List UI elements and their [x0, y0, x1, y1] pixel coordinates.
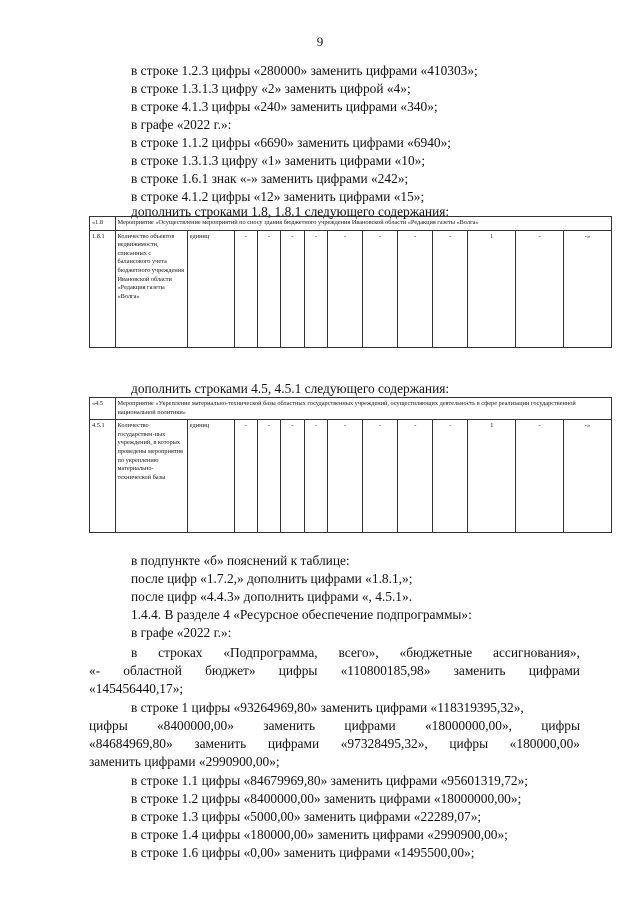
word: цифры — [278, 663, 318, 678]
value-cell: - — [516, 230, 564, 347]
word: цифры — [449, 736, 489, 751]
value-cell: - — [304, 420, 327, 533]
text-line: заменить цифрами «2990900,00»; — [89, 754, 280, 769]
word: заменить — [453, 663, 506, 678]
text-line: в строке 4.1.2 цифры «12» заменить цифрами «15»; — [131, 189, 425, 204]
value-cell: - — [433, 420, 468, 533]
text-line: в строке 1.3 цифры «5000,00» заменить цифрами «22289,07»; — [131, 809, 482, 824]
word: «180000,00» — [509, 736, 580, 751]
text-line: после цифр «4.4.3» дополнить цифрами «, 4.5.1». — [131, 589, 413, 604]
value-cell: - — [234, 420, 257, 533]
table-row — [90, 230, 612, 347]
text-line: дополнить строками 1.8, 1.8.1 следующего содержания: — [131, 204, 450, 219]
text-line: в подпункте «б» пояснений к таблице: — [131, 553, 350, 568]
word: цифрами — [344, 718, 396, 733]
value-cell: - — [257, 230, 280, 347]
text-line: в строке 1.3.1.3 цифру «1» заменить цифрами «10»; — [131, 153, 426, 168]
text-line: 1.4.4. В разделе 4 «Ресурсное обеспечение подпрограммы»: — [131, 607, 472, 622]
value-cell: - — [363, 420, 398, 533]
text-line: в строке 4.1.3 цифры «240» заменить цифрами «340»; — [131, 99, 438, 114]
value-cell: - — [363, 230, 398, 347]
word: заменить — [194, 736, 247, 751]
value-cell: - — [516, 420, 564, 533]
measure-title: Мероприятие «Осуществление мероприятий по сносу здания бюджетного учреждения Ивановской области «Редакция газеты «Волга» — [115, 217, 612, 231]
page-number: 9 — [316, 34, 324, 49]
word: цифры — [541, 718, 580, 733]
row-number: «1.8 — [90, 217, 116, 231]
word: цифры — [89, 718, 128, 733]
row-number: 1.8.1 — [90, 230, 116, 347]
word: «18000000,00», — [424, 718, 512, 733]
row-number: «4.5 — [90, 398, 116, 420]
word: «84684969,80» — [89, 736, 173, 751]
word: цифрами — [267, 736, 320, 751]
unit-cell: единиц — [187, 420, 234, 533]
word: «110800185,98» — [340, 663, 431, 678]
text-line: в строке 1.1.2 цифры «6690» заменить цифрами «6940»; — [131, 135, 451, 150]
table-row — [90, 398, 612, 420]
text-line: «145456440,17»; — [89, 681, 184, 696]
text-line: в графе «2022 г.»: — [131, 625, 232, 640]
value-cell: - — [304, 230, 327, 347]
text-line: в строке 1.2 цифры «8400000,00» заменить цифрами «18000000,00»; — [131, 791, 522, 806]
text-line: в строке 1.6 цифры «0,00» заменить цифрами «1495500,00»; — [131, 845, 475, 860]
value-cell: - — [281, 420, 304, 533]
word: ассигнования», — [493, 645, 580, 660]
text-line: дополнить строками 4.5, 4.5.1 следующего содержания: — [131, 381, 450, 396]
indicator-name: Количество объектов недвижимости, списанных с балансового учета бюджетного учреждения Ивановской области «Редакция газеты «Волга» — [115, 230, 187, 347]
word: «- — [89, 663, 101, 678]
value-cell: 1 — [468, 230, 516, 347]
word: заменить — [263, 718, 316, 733]
table-row — [90, 217, 612, 231]
value-cell: - — [281, 230, 304, 347]
value-cell: 1 — [468, 420, 516, 533]
unit-cell: единиц — [187, 230, 234, 347]
value-cell: - — [257, 420, 280, 533]
text-line: в строке 1 цифры «93264969,80» заменить цифрами «118319395,32», — [131, 700, 524, 715]
word: «Подпрограмма, — [223, 645, 318, 660]
value-cell: -» — [563, 230, 611, 347]
word: бюджет» — [205, 663, 256, 678]
indicator-name: Количество государствен-ных учреждений, в которых проведены мероприятия по укреплению материально-технической базы — [115, 420, 187, 533]
value-cell: - — [433, 230, 468, 347]
value-cell: -» — [564, 420, 612, 533]
value-cell: - — [328, 420, 363, 533]
word: цифрами — [528, 663, 580, 678]
word: всего», — [338, 645, 379, 660]
word: «97328495,32», — [340, 736, 428, 751]
word: строках — [158, 645, 203, 660]
value-cell: - — [398, 230, 433, 347]
table-row — [90, 420, 612, 533]
text-line: в графе «2022 г.»: — [131, 117, 232, 132]
text-line-justified — [89, 735, 580, 752]
value-cell: - — [328, 230, 363, 347]
text-line: в строке 1.2.3 цифры «280000» заменить цифрами «410303»; — [131, 63, 478, 78]
text-line: в строке 1.1 цифры «84679969,80» заменить цифрами «95601319,72»; — [131, 773, 528, 788]
text-line: в строке 1.4 цифры «180000,00» заменить цифрами «2990900,00»; — [131, 827, 508, 842]
text-line-justified — [131, 644, 580, 661]
table-rows-1-8 — [89, 216, 612, 348]
word: «бюджетные — [399, 645, 473, 660]
row-number: 4.5.1 — [90, 420, 116, 533]
value-cell: - — [398, 420, 433, 533]
word: областной — [123, 663, 182, 678]
text-line: в строке 1.6.1 знак «-» заменить цифрами «242»; — [131, 171, 409, 186]
text-line-justified — [89, 662, 580, 679]
measure-title: Мероприятие «Укрепление материально-технической базы областных государственных учреждений, осуществляющих деятельность в сфере реализации государственной национальной политики» — [115, 398, 612, 420]
value-cell: - — [234, 230, 257, 347]
word: «8400000,00» — [156, 718, 234, 733]
table-rows-4-5 — [89, 397, 612, 533]
text-line: после цифр «1.7.2,» дополнить цифрами «1.8.1,»; — [131, 571, 413, 586]
text-line-justified — [89, 717, 580, 734]
word: в — [131, 645, 138, 660]
text-line: в строке 1.3.1.3 цифру «2» заменить цифрой «4»; — [131, 81, 411, 96]
